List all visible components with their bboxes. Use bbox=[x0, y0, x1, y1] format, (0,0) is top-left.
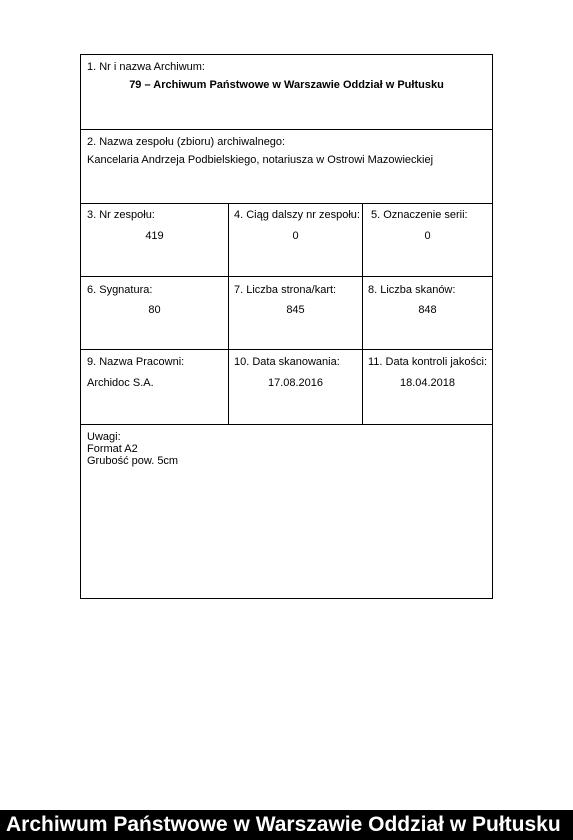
continuation-label: 4. Ciąg dalszy nr zespołu: bbox=[234, 209, 360, 221]
archive-value: 79 – Archiwum Państwowe w Warszawie Oddział w Pułtusku bbox=[129, 79, 444, 91]
studio-cell bbox=[81, 350, 229, 424]
footer-text: Archiwum Państwowe w Warszawie Oddział w Pułtusku bbox=[6, 813, 561, 836]
signature-label: 6. Sygnatura: bbox=[87, 284, 153, 296]
studio-value: Archidoc S.A. bbox=[87, 377, 154, 389]
qc-date-label: 11. Data kontroli jakości: bbox=[368, 356, 488, 368]
scan-date-cell bbox=[229, 350, 363, 424]
scan-date-label: 10. Data skanowania: bbox=[234, 356, 340, 368]
remarks-line: Grubość pow. 5cm bbox=[87, 455, 179, 467]
remarks-section bbox=[81, 425, 492, 598]
scans-label: 8. Liczba skanów: bbox=[368, 284, 456, 296]
collection-label: 2. Nazwa zespołu (zbioru) archiwalnego: bbox=[87, 136, 286, 148]
remarks-line: Format A2 bbox=[87, 443, 138, 455]
signature-value: 80 bbox=[148, 304, 161, 316]
remarks-label: Uwagi: bbox=[87, 431, 121, 443]
fond-number-value: 419 bbox=[145, 230, 164, 242]
studio-label: 9. Nazwa Pracowni: bbox=[87, 356, 185, 368]
archive-row bbox=[81, 55, 492, 130]
archive-label: 1. Nr i nazwa Archiwum: bbox=[87, 61, 205, 73]
series-value: 0 bbox=[424, 230, 431, 242]
collection-row bbox=[81, 130, 492, 204]
pages-label: 7. Liczba strona/kart: bbox=[234, 284, 337, 296]
fond-number-cell bbox=[81, 204, 229, 276]
studio-row bbox=[81, 350, 492, 425]
series-cell bbox=[363, 204, 492, 276]
series-label: 5. Oznaczenie serii: bbox=[371, 209, 468, 221]
archive-footer-banner bbox=[0, 810, 573, 840]
metadata-form bbox=[80, 54, 493, 599]
signature-cell bbox=[81, 277, 229, 349]
collection-value: Kancelaria Andrzeja Podbielskiego, notariusza w Ostrowi Mazowieckiej bbox=[87, 154, 434, 166]
qc-date-value: 18.04.2018 bbox=[399, 377, 456, 389]
pages-value: 845 bbox=[286, 304, 305, 316]
scans-cell bbox=[363, 277, 492, 349]
signature-row bbox=[81, 277, 492, 350]
scan-date-value: 17.08.2016 bbox=[267, 377, 324, 389]
fond-number-label: 3. Nr zespołu: bbox=[87, 209, 155, 221]
pages-cell bbox=[229, 277, 363, 349]
fond-row bbox=[81, 204, 492, 277]
continuation-cell bbox=[229, 204, 363, 276]
qc-date-cell bbox=[363, 350, 492, 424]
scans-value: 848 bbox=[418, 304, 437, 316]
continuation-value: 0 bbox=[292, 230, 299, 242]
